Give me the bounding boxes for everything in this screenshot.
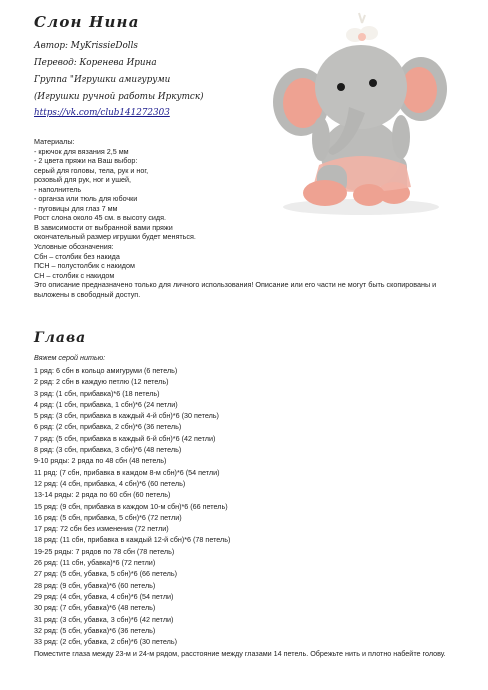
- row-instruction: 3 ряд: (1 сбн, прибавка)*6 (18 петель): [34, 388, 160, 398]
- row-instruction: 9-10 ряды: 2 ряда по 48 сбн (48 петель): [34, 456, 167, 466]
- materials-line: Условные обозначения:: [34, 242, 114, 252]
- materials-line: - пуговицы для глаз 7 мм: [34, 203, 118, 213]
- materials-line: ПСН – полустолбик с накидом: [34, 261, 135, 271]
- row-instruction: 15 ряд: (9 сбн, прибавка в каждом 10-м сбн)*6 (66 петель): [34, 501, 228, 511]
- group-line-1: Группа "Игрушки амигуруми: [34, 75, 171, 85]
- group-link[interactable]: https://vk.com/club141272303: [34, 108, 170, 118]
- materials-line: Материалы:: [34, 137, 75, 146]
- row-instruction: 6 ряд: (2 сбн, прибавка, 2 сбн)*6 (36 петель): [34, 422, 182, 432]
- row-instruction: 16 ряд: (5 сбн, прибавка, 5 сбн)*6 (72 петли): [34, 512, 182, 522]
- disclaimer-text: Это описание предназначено только для личного использования! Описание или его части не могут быть скопированы и выложены в свободный доступ.: [34, 280, 437, 299]
- materials-line: - наполнитель: [34, 184, 82, 194]
- materials-line: окончательный размер игрушки будет меняться.: [34, 232, 196, 242]
- materials-block: [34, 137, 464, 299]
- knit-note: Вяжем серой нитью:: [34, 353, 106, 362]
- materials-line: - крючок для вязания 2,5 мм: [34, 146, 129, 156]
- row-instruction: 26 ряд: (11 сбн, убавка)*6 (72 петли): [34, 558, 156, 568]
- row-instruction: 18 ряд: (11 сбн, прибавка в каждый 12-й сбн)*6 (78 петель): [34, 535, 231, 545]
- row-instructions: [34, 365, 230, 647]
- row-instruction: 31 ряд: (3 сбн, убавка, 3 сбн)*6 (42 петли): [34, 614, 174, 624]
- row-instruction: 13-14 ряды: 2 ряда по 60 сбн (60 петель): [34, 490, 171, 500]
- materials-line: СН – столбик с накидом: [34, 270, 115, 280]
- materials-line: розовый для рук, ног и ушей,: [34, 175, 132, 185]
- section-title: Глава: [34, 330, 87, 346]
- row-instruction: 30 ряд: (7 сбн, убавка)*6 (48 петель): [34, 603, 156, 613]
- pattern-title: Слон Нина: [34, 13, 140, 31]
- row-instruction: 17 ряд: 72 сбн без изменения (72 петли): [34, 524, 169, 534]
- row-instruction: 5 ряд: (3 сбн, прибавка в каждый 4-й сбн)*6 (30 петель): [34, 411, 219, 421]
- row-instruction: 1 ряд: 6 сбн в кольцо амигуруми (6 петель): [34, 366, 178, 375]
- row-instruction: 19-25 ряды: 7 рядов по 78 сбн (78 петель): [34, 546, 175, 556]
- author-line: Автор: MyKrissieDolls: [34, 41, 138, 51]
- materials-line: Рост слона около 45 см. в высоту сидя.: [34, 213, 167, 223]
- materials-line: В зависимости от выбранной вами пряжи: [34, 222, 173, 232]
- group-line-2: (Игрушки ручной работы Иркутск): [34, 92, 204, 102]
- final-instruction: Поместите глаза между 23-м и 24-м рядом, расстояние между глазами 14 петель. Обрежьте нить и плотно набейте голову.: [34, 649, 446, 658]
- materials-line: - органза или тюль для юбочки: [34, 194, 138, 204]
- row-instruction: 27 ряд: (5 сбн, убавка, 5 сбн)*6 (66 петель): [34, 569, 177, 579]
- materials-line: Сбн – столбик без накида: [34, 251, 120, 261]
- row-instruction: 28 ряд: (9 сбн, убавка)*6 (60 петель): [34, 580, 156, 590]
- row-instruction: 32 ряд: (5 сбн, убавка)*6 (36 петель): [34, 625, 156, 635]
- translation-line: Перевод: Коренева Ирина: [34, 58, 157, 68]
- row-instruction: 8 ряд: (3 сбн, прибавка, 3 сбн)*6 (48 петель): [34, 445, 182, 455]
- row-instruction: 11 ряд: (7 сбн, прибавка в каждом 8-м сбн)*6 (54 петли): [34, 467, 220, 477]
- row-instruction: 12 ряд: (4 сбн, прибавка, 4 сбн)*6 (60 петель): [34, 478, 186, 488]
- row-instruction: 4 ряд: (1 сбн, прибавка, 1 сбн)*6 (24 петли): [34, 399, 178, 409]
- row-instruction: 2 ряд: 2 сбн в каждую петлю (12 петель): [34, 377, 169, 387]
- materials-line: серый для головы, тела, рук и ног,: [34, 165, 149, 175]
- materials-line: - 2 цвета пряжи на Ваш выбор:: [34, 156, 138, 166]
- row-instruction: 7 ряд: (5 сбн, прибавка в каждый 6-й сбн)*6 (42 петли): [34, 433, 216, 443]
- row-instruction: 29 ряд: (4 сбн, убавка, 4 сбн)*6 (54 петли): [34, 591, 174, 601]
- row-instruction: 33 ряд: (2 сбн, убавка, 2 сбн)*6 (30 петель): [34, 637, 177, 647]
